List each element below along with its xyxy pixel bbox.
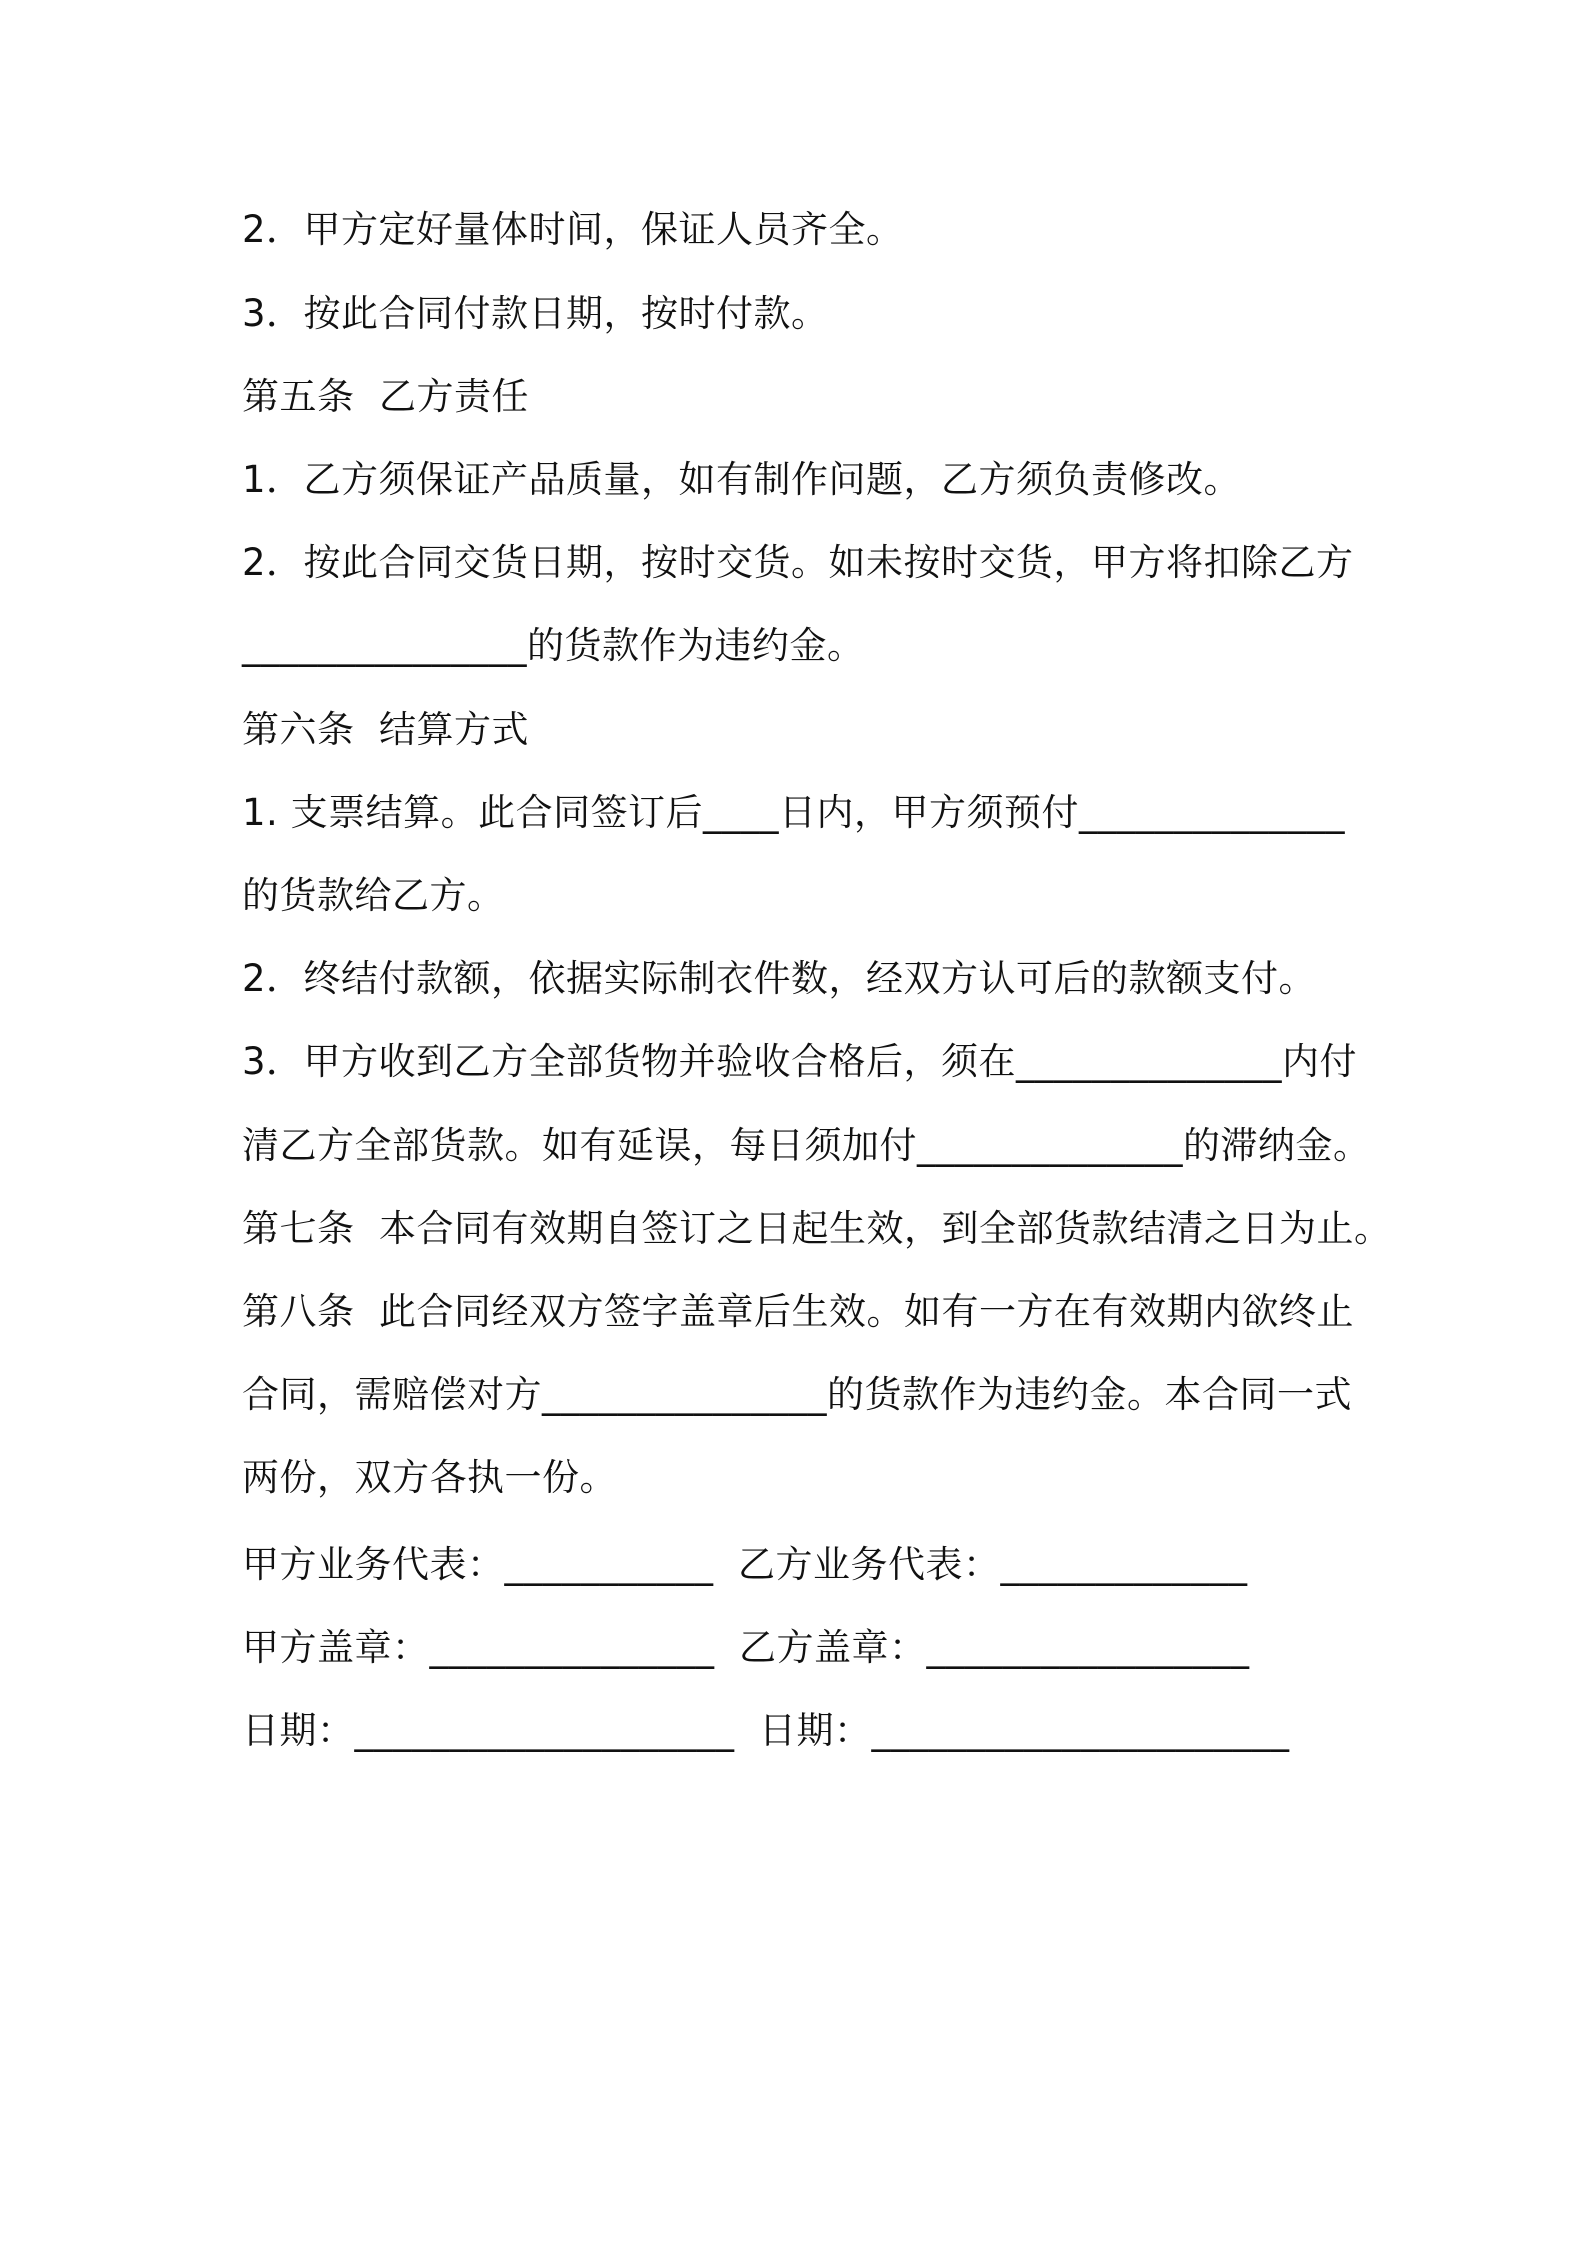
clause-4-item-3: 3．按此合同付款日期，按时付款。 bbox=[242, 292, 829, 335]
clause-6-item-3: 3．甲方收到乙方全部货物并验收合格后，须在______________内付 bbox=[242, 1040, 1358, 1083]
clause-6-item-1-cont: 的货款给乙方。 bbox=[242, 874, 505, 917]
signature-dates: 日期：____________________ 日期：______________________ bbox=[242, 1709, 1290, 1752]
clause-5-item-2: 2．按此合同交货日期，按时交货。如未按时交货，甲方将扣除乙方 bbox=[242, 541, 1354, 584]
clause-4-item-2: 2．甲方定好量体时间，保证人员齐全。 bbox=[242, 208, 904, 251]
signature-representatives: 甲方业务代表：___________ 乙方业务代表：_____________ bbox=[242, 1543, 1248, 1586]
clause-6-item-1: 1. 支票结算。此合同签订后____日内，甲方须预付______________ bbox=[242, 791, 1346, 834]
clause-7: 第七条 本合同有效期自签订之日起生效，到全部货款结清之日为止。 bbox=[242, 1207, 1392, 1250]
clause-5-item-2-cont: _______________的货款作为违约金。 bbox=[242, 624, 865, 667]
clause-8-cont-1: 合同，需赔偿对方_______________的货款作为违约金。本合同一式 bbox=[242, 1373, 1352, 1416]
clause-8: 第八条 此合同经双方签字盖章后生效。如有一方在有效期内欲终止 bbox=[242, 1290, 1355, 1333]
clause-5-heading: 第五条 乙方责任 bbox=[242, 375, 530, 418]
signature-seals: 甲方盖章：_______________ 乙方盖章：_________________ bbox=[242, 1626, 1250, 1669]
clause-6-item-3-cont: 清乙方全部货款。如有延误，每日须加付______________的滞纳金。 bbox=[242, 1124, 1371, 1167]
clause-6-heading: 第六条 结算方式 bbox=[242, 708, 530, 751]
clause-5-item-1: 1．乙方须保证产品质量，如有制作问题，乙方须负责修改。 bbox=[242, 458, 1242, 501]
clause-6-item-2: 2．终结付款额，依据实际制衣件数，经双方认可后的款额支付。 bbox=[242, 957, 1317, 1000]
clause-8-cont-2: 两份，双方各执一份。 bbox=[242, 1456, 617, 1499]
